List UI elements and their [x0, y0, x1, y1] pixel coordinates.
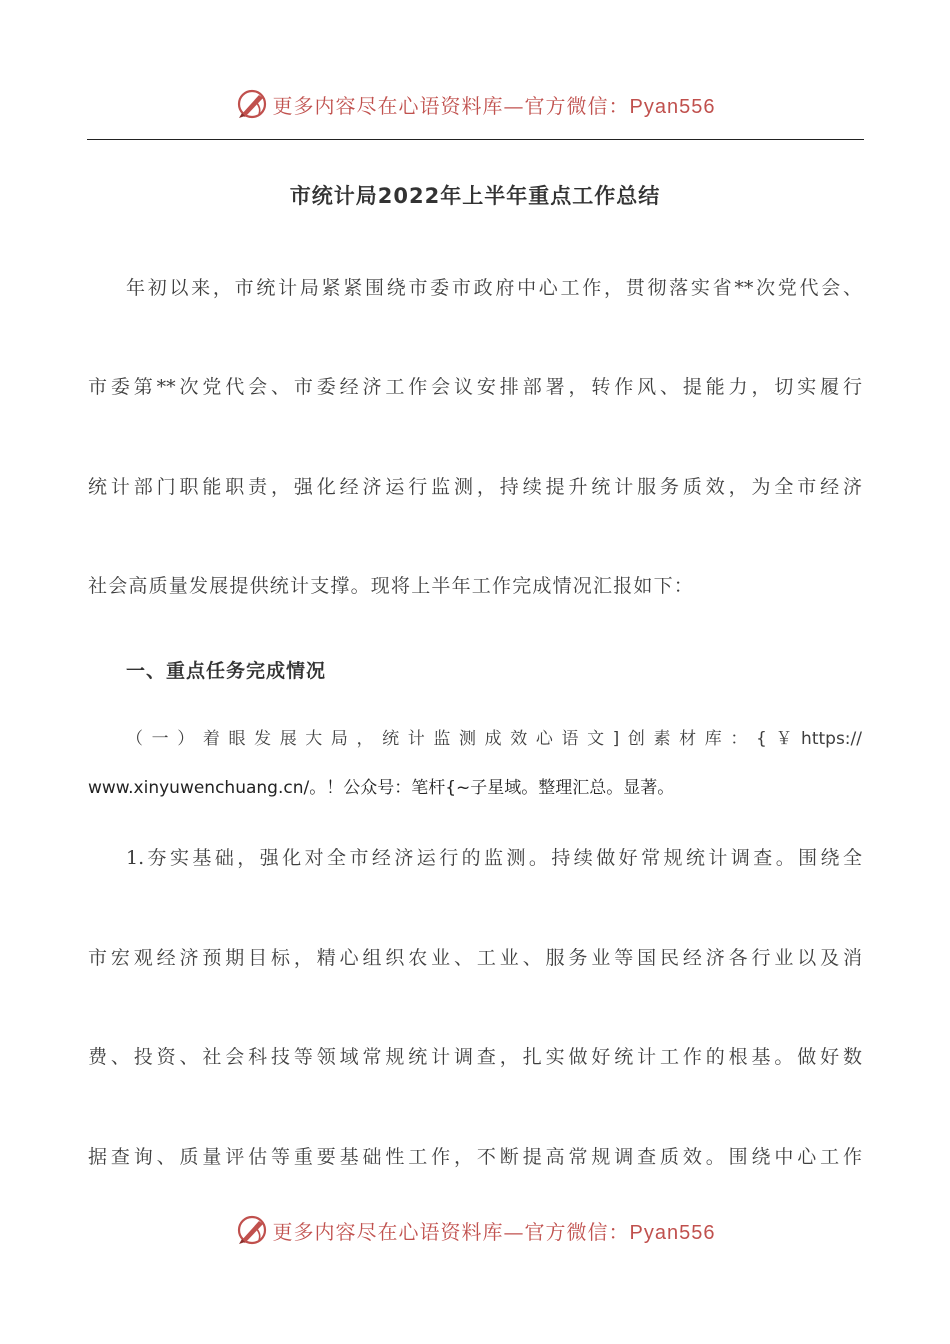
header-banner-text: 更多内容尽在心语资料库—官方微信：Pyan556 — [272, 93, 716, 118]
footer-banner-text: 更多内容尽在心语资料库—官方微信：Pyan556 — [272, 1219, 716, 1244]
pen-logo-icon — [235, 87, 269, 121]
paragraph-line: 市委第**次党代会、市委经济工作会议安排部署，转作风、提能力，切实履行 — [88, 376, 862, 398]
header-banner — [0, 84, 950, 124]
paragraph-line: 市宏观经济预期目标，精心组织农业、工业、服务业等国民经济各行业以及消 — [88, 947, 862, 969]
page-title: 市统计局2022年上半年重点工作总结 — [289, 184, 661, 208]
section-heading: 一、重点任务完成情况 — [126, 660, 327, 682]
paragraph-line: 费、投资、社会科技等领域常规统计调查，扎实做好统计工作的根基。做好数 — [88, 1046, 862, 1068]
pen-logo-icon — [235, 1213, 269, 1247]
paragraph-line: 年初以来，市统计局紧紧围绕市委市政府中心工作，贯彻落实省**次党代会、 — [126, 277, 862, 299]
paragraph-line: 1.夯实基础，强化对全市经济运行的监测。持续做好常规统计调查。围绕全 — [126, 847, 862, 869]
footer-banner — [0, 1210, 950, 1250]
subsection-heading-line: （一）着眼发展大局，统计监测成效心语文]创素材库：{￥https:// — [126, 729, 862, 749]
paragraph-line: 社会高质量发展提供统计支撑。现将上半年工作完成情况汇报如下： — [88, 575, 695, 597]
header-divider — [87, 139, 864, 140]
paragraph-line: 据查询、质量评估等重要基础性工作，不断提高常规调查质效。围绕中心工作 — [88, 1146, 862, 1168]
paragraph-line: 统计部门职能职责，强化经济运行监测，持续提升统计服务质效，为全市经济 — [88, 476, 862, 498]
subsection-heading-line: www.xinyuwenchuang.cn/。！公众号：笔杆{~子星域。整理汇总。显著。 — [88, 778, 675, 798]
